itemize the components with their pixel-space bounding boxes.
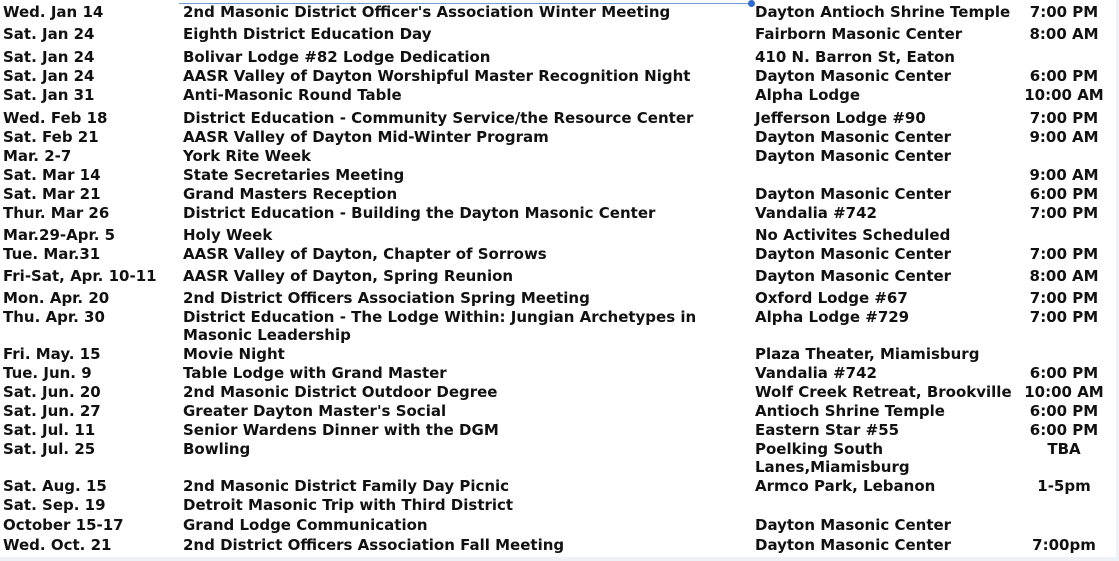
event-time: 7:00pm bbox=[1032, 536, 1096, 554]
event-location: No Activites Scheduled bbox=[755, 226, 951, 244]
event-date: Sat. Feb 21 bbox=[3, 128, 99, 146]
table-row bbox=[0, 185, 1119, 205]
event-time: 7:00 PM bbox=[1029, 204, 1099, 222]
table-row bbox=[0, 477, 1119, 497]
event-date: Mar.29-Apr. 5 bbox=[3, 226, 116, 244]
table-row bbox=[0, 67, 1119, 87]
event-name: Movie Night bbox=[183, 345, 285, 363]
event-date: Mon. Apr. 20 bbox=[3, 289, 110, 307]
event-time: 9:00 AM bbox=[1029, 166, 1099, 184]
event-name: AASR Valley of Dayton Mid-Winter Program bbox=[183, 128, 549, 146]
event-name: Detroit Masonic Trip with Third District bbox=[183, 496, 514, 514]
table-row bbox=[0, 267, 1119, 287]
event-name: Table Lodge with Grand Master bbox=[183, 364, 447, 382]
table-row bbox=[0, 3, 1119, 23]
event-date: Sat. Jan 24 bbox=[3, 25, 95, 43]
event-location: 410 N. Barron St, Eaton bbox=[755, 48, 955, 66]
event-date: Sat. Jun. 20 bbox=[3, 383, 101, 401]
event-location: Antioch Shrine Temple bbox=[755, 402, 945, 420]
event-location: Dayton Antioch Shrine Temple bbox=[755, 3, 1011, 21]
event-location: Dayton Masonic Center bbox=[755, 536, 952, 554]
event-location: Dayton Masonic Center bbox=[755, 267, 952, 285]
event-time: 6:00 PM bbox=[1029, 364, 1099, 382]
event-name: Senior Wardens Dinner with the DGM bbox=[183, 421, 499, 439]
table-row bbox=[0, 128, 1119, 148]
event-time: 6:00 PM bbox=[1029, 185, 1099, 203]
event-name: District Education - Building the Dayton Masonic Center bbox=[183, 204, 656, 222]
table-row bbox=[0, 421, 1119, 441]
event-time: 10:00 AM bbox=[1024, 383, 1104, 401]
event-name: 2nd District Officers Association Fall Meeting bbox=[183, 536, 565, 554]
event-location: Dayton Masonic Center bbox=[755, 147, 952, 165]
event-name: AASR Valley of Dayton Worshipful Master Recognition Night bbox=[183, 67, 691, 85]
event-name: Eighth District Education Day bbox=[183, 25, 432, 43]
event-location: Eastern Star #55 bbox=[755, 421, 900, 439]
event-name: 2nd Masonic District Family Day Picnic bbox=[183, 477, 510, 495]
event-name: York Rite Week bbox=[183, 147, 311, 165]
event-name: 2nd District Officers Association Spring Meeting bbox=[183, 289, 590, 307]
event-location: Poelking South Lanes,Miamisburg bbox=[755, 440, 910, 476]
event-location: Dayton Masonic Center bbox=[755, 128, 952, 146]
event-name: Greater Dayton Master's Social bbox=[183, 402, 447, 420]
event-date: Sat. Aug. 15 bbox=[3, 477, 107, 495]
event-date: Sat. Jun. 27 bbox=[3, 402, 101, 420]
event-date: Fri. May. 15 bbox=[3, 345, 101, 363]
event-name: State Secretaries Meeting bbox=[183, 166, 405, 184]
event-date: Tue. Jun. 9 bbox=[3, 364, 92, 382]
event-date: Thur. Mar 26 bbox=[3, 204, 110, 222]
event-name: Grand Lodge Communication bbox=[183, 516, 428, 534]
event-date: Wed. Jan 14 bbox=[3, 3, 104, 21]
event-location: Fairborn Masonic Center bbox=[755, 25, 963, 43]
event-location: Dayton Masonic Center bbox=[755, 516, 952, 534]
table-row bbox=[0, 516, 1119, 536]
event-date: Tue. Mar.31 bbox=[3, 245, 101, 263]
event-location: Wolf Creek Retreat, Brookville bbox=[755, 383, 1012, 401]
event-name: AASR Valley of Dayton, Chapter of Sorrows bbox=[183, 245, 547, 263]
table-row bbox=[0, 226, 1119, 246]
event-name: AASR Valley of Dayton, Spring Reunion bbox=[183, 267, 514, 285]
table-row bbox=[0, 147, 1119, 167]
event-location: Alpha Lodge #729 bbox=[755, 308, 910, 326]
event-time: 7:00 PM bbox=[1029, 308, 1099, 326]
event-date: Sat. Sep. 19 bbox=[3, 496, 106, 514]
event-name: Bolivar Lodge #82 Lodge Dedication bbox=[183, 48, 491, 66]
table-row bbox=[0, 345, 1119, 365]
event-date: Sat. Mar 14 bbox=[3, 166, 101, 184]
event-date: Fri-Sat, Apr. 10-11 bbox=[3, 267, 157, 285]
event-name: 2nd Masonic District Officer's Association Winter Meeting bbox=[183, 3, 671, 21]
table-row bbox=[0, 536, 1119, 556]
event-time: 8:00 AM bbox=[1029, 25, 1099, 43]
event-date: October 15-17 bbox=[3, 516, 124, 534]
table-row bbox=[0, 48, 1119, 68]
event-date: Sat. Jan 24 bbox=[3, 67, 95, 85]
event-time: 1-5pm bbox=[1037, 477, 1091, 495]
event-date: Sat. Jul. 25 bbox=[3, 440, 96, 458]
table-row bbox=[0, 109, 1119, 129]
event-date: Mar. 2-7 bbox=[3, 147, 72, 165]
event-location: Dayton Masonic Center bbox=[755, 185, 952, 203]
event-date: Sat. Jul. 11 bbox=[3, 421, 96, 439]
event-name: Anti-Masonic Round Table bbox=[183, 86, 402, 104]
event-time: TBA bbox=[1047, 440, 1081, 458]
event-time: 6:00 PM bbox=[1029, 402, 1099, 420]
event-location: Jefferson Lodge #90 bbox=[755, 109, 926, 127]
table-row bbox=[0, 25, 1119, 45]
event-name: Bowling bbox=[183, 440, 251, 458]
table-row bbox=[0, 383, 1119, 403]
event-name: Grand Masters Reception bbox=[183, 185, 398, 203]
event-time: 10:00 AM bbox=[1024, 86, 1104, 104]
event-location: Dayton Masonic Center bbox=[755, 67, 952, 85]
event-location: Vandalia #742 bbox=[755, 204, 877, 222]
event-time: 7:00 PM bbox=[1029, 109, 1099, 127]
table-row bbox=[0, 440, 1119, 476]
event-time: 9:00 AM bbox=[1029, 128, 1099, 146]
event-location: Alpha Lodge bbox=[755, 86, 861, 104]
event-date: Sat. Jan 31 bbox=[3, 86, 95, 104]
event-name: District Education - Community Service/the Resource Center bbox=[183, 109, 694, 127]
table-row bbox=[0, 204, 1119, 224]
table-row bbox=[0, 289, 1119, 309]
event-time: 6:00 PM bbox=[1029, 421, 1099, 439]
table-row bbox=[0, 166, 1119, 186]
event-location: Vandalia #742 bbox=[755, 364, 877, 382]
event-time: 7:00 PM bbox=[1029, 3, 1099, 21]
event-location: Armco Park, Lebanon bbox=[755, 477, 936, 495]
table-row bbox=[0, 86, 1119, 106]
table-row bbox=[0, 364, 1119, 384]
table-row bbox=[0, 308, 1119, 344]
event-name: Holy Week bbox=[183, 226, 273, 244]
page-bottom-edge bbox=[0, 557, 1119, 561]
event-location: Plaza Theater, Miamisburg bbox=[755, 345, 980, 363]
table-row bbox=[0, 402, 1119, 422]
table-row bbox=[0, 496, 1119, 516]
event-location: Oxford Lodge #67 bbox=[755, 289, 908, 307]
event-name: 2nd Masonic District Outdoor Degree bbox=[183, 383, 498, 401]
event-time: 7:00 PM bbox=[1029, 289, 1099, 307]
event-date: Wed. Feb 18 bbox=[3, 109, 108, 127]
event-date: Sat. Mar 21 bbox=[3, 185, 101, 203]
event-location: Dayton Masonic Center bbox=[755, 245, 952, 263]
event-time: 8:00 AM bbox=[1029, 267, 1099, 285]
event-date: Wed. Oct. 21 bbox=[3, 536, 112, 554]
event-time: 7:00 PM bbox=[1029, 245, 1099, 263]
event-name: District Education - The Lodge Within: Jungian Archetypes in Masonic Leadership bbox=[183, 308, 697, 344]
table-row bbox=[0, 245, 1119, 265]
event-date: Sat. Jan 24 bbox=[3, 48, 95, 66]
event-date: Thu. Apr. 30 bbox=[3, 308, 105, 326]
event-time: 6:00 PM bbox=[1029, 67, 1099, 85]
